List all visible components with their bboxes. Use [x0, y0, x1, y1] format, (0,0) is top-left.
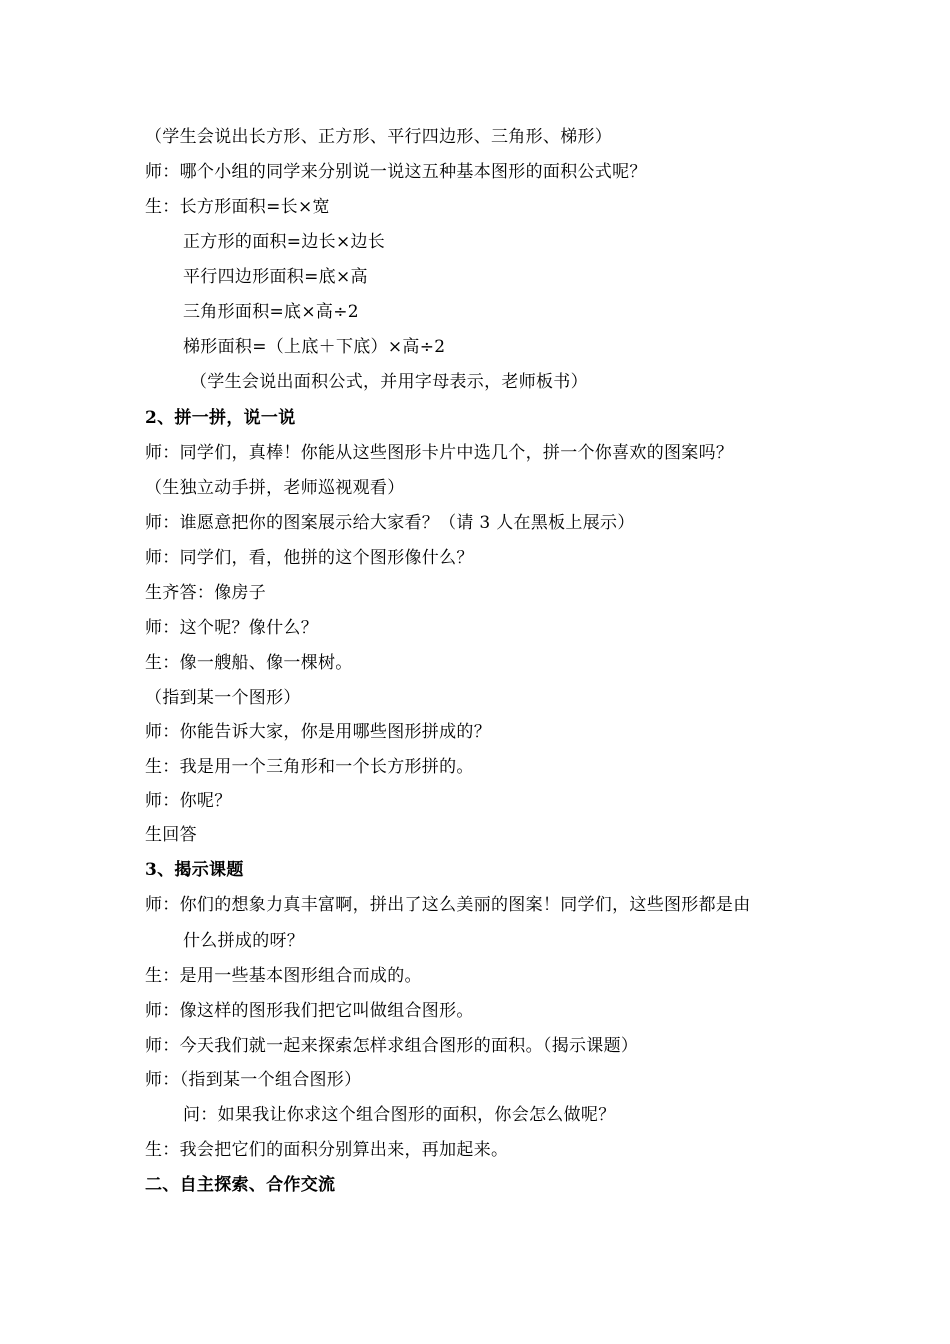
text-line: 生齐答：像房子 [145, 583, 267, 603]
text-line: 生：长方形面积=长×宽 [145, 197, 330, 217]
text-line: 师：这个呢？像什么？ [145, 618, 318, 638]
text-line: （学生会说出面积公式，并用字母表示，老师板书） [190, 372, 588, 392]
text-line: 师：今天我们就一起来探索怎样求组合图形的面积。（揭示课题） [145, 1036, 639, 1056]
text-line: 三角形面积=底×高÷2 [183, 302, 359, 322]
text-line: （指到某一个图形） [145, 688, 301, 708]
text-line: 生：是用一些基本图形组合而成的。 [145, 966, 422, 986]
text-line: 平行四边形面积=底×高 [183, 267, 368, 287]
text-line: 师：你能告诉大家，你是用哪些图形拼成的？ [145, 722, 491, 742]
text-line: 生：像一艘船、像一棵树。 [145, 653, 353, 673]
text-line: （生独立动手拼，老师巡视观看） [145, 478, 405, 498]
text-line: 师：哪个小组的同学来分别说一说这五种基本图形的面积公式呢？ [145, 162, 647, 182]
section-heading: 二、自主探索、合作交流 [145, 1175, 336, 1195]
text-line: 师：谁愿意把你的图案展示给大家看？（请 3 人在黑板上展示） [145, 513, 635, 533]
text-line: 师：（指到某一个组合图形） [145, 1070, 362, 1090]
text-line: 问：如果我让你求这个组合图形的面积，你会怎么做呢？ [183, 1105, 616, 1125]
text-line: 生：我是用一个三角形和一个长方形拼的。 [145, 757, 474, 777]
text-line: 师：你们的想象力真丰富啊，拼出了这么美丽的图案！同学们，这些图形都是由 [145, 895, 751, 915]
text-line: （学生会说出长方形、正方形、平行四边形、三角形、梯形） [145, 127, 613, 147]
text-line: 师：同学们，看，他拼的这个图形像什么？ [145, 548, 474, 568]
section-heading: 2、拼一拼，说一说 [145, 408, 296, 428]
text-line: 生回答 [145, 825, 197, 845]
text-line: 生：我会把它们的面积分别算出来，再加起来。 [145, 1140, 509, 1160]
section-heading: 3、揭示课题 [145, 860, 244, 880]
text-line: 师：你呢？ [145, 791, 232, 811]
text-line: 梯形面积=（上底＋下底）×高÷2 [183, 337, 446, 357]
text-line: 正方形的面积=边长×边长 [183, 232, 386, 252]
text-line: 师：像这样的图形我们把它叫做组合图形。 [145, 1001, 474, 1021]
text-line: 师：同学们，真棒！你能从这些图形卡片中选几个，拼一个你喜欢的图案吗？ [145, 443, 734, 463]
text-line: 什么拼成的呀？ [183, 931, 305, 951]
